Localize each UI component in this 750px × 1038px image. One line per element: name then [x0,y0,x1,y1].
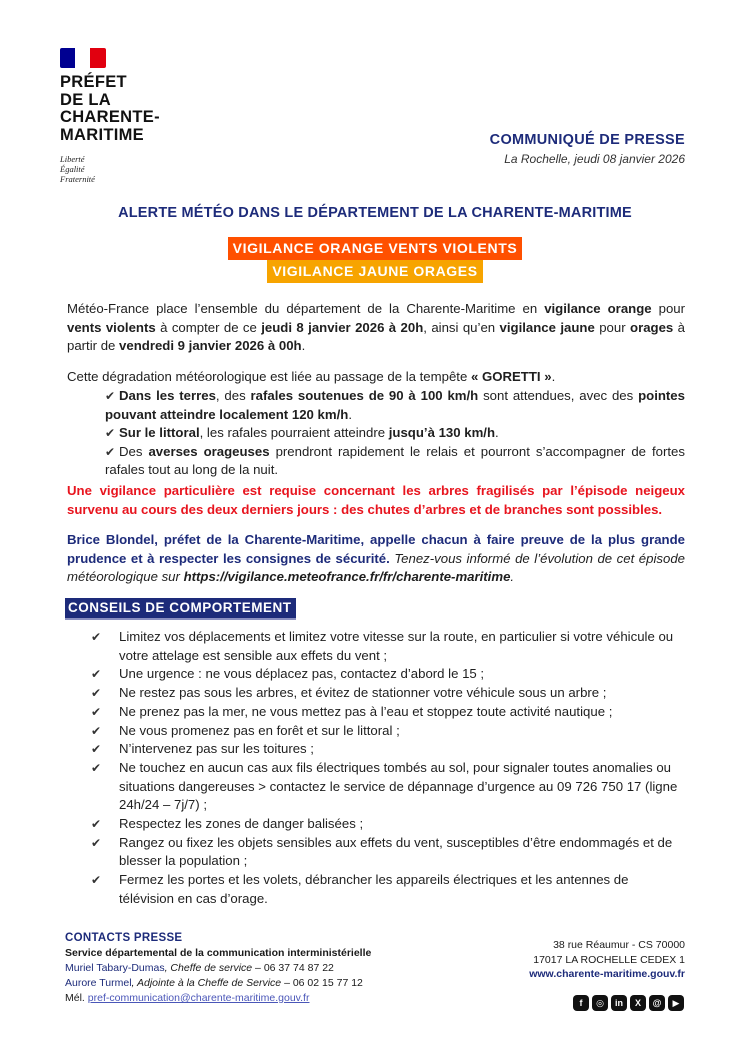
mail-link[interactable]: pref-communication@charente-maritime.gouv.fr [87,992,310,1004]
press-release-header [490,132,685,166]
service-name: Service départemental de la communication interministérielle [65,947,372,959]
list-item: ✔ Fermez les portes et les volets, débrancher les appareils électriques et les antennes de télévision en cas d’orage. [91,872,629,906]
vigilance-orange-banner: VIGILANCE ORANGE VENTS VIOLENTS [0,237,750,260]
list-item: ✔ N’intervenez pas sur les toitures ; [105,740,685,759]
conseils-list [91,628,685,909]
prefecture-logo [60,48,160,184]
contact-1: Muriel Tabary-Dumas, Cheffe de service – 06 37 74 87 22 [65,962,334,974]
check-icon: ✔ [91,817,102,832]
conseils-heading: CONSEILS DE COMPORTEMENT [65,598,296,620]
press-contacts [65,931,371,1006]
facebook-icon[interactable]: f [573,995,589,1011]
threads-icon[interactable]: @ [649,995,665,1011]
release-date: La Rochelle, jeudi 08 janvier 2026 [504,152,685,166]
list-item: ✔ Sur le littoral, les rafales pourraient atteindre jusqu’à 130 km/h. [105,424,685,443]
intro-paragraph: Météo-France place l’ensemble du département de la Charente-Maritime en vigilance orange pour vents violents à compter de ce jeudi 8 janvier 2026 à 20h, ainsi qu’en vigilance jaune pour orages à partir de vendredi 9 janvier 2026 à 00h. [67,301,686,354]
address-block [529,938,685,982]
address-line: 17017 LA ROCHELLE CEDEX 1 [533,953,685,966]
marianne-flag-icon [60,48,106,68]
storm-paragraph: Cette dégradation météorologique est liée au passage de la tempête « GORETTI ». [67,369,556,384]
vigilance-jaune-banner: VIGILANCE JAUNE ORAGES [0,260,750,283]
youtube-icon[interactable]: ▶ [668,995,684,1011]
check-icon: ✔ [91,873,102,888]
website-link[interactable]: www.charente-maritime.gouv.fr [529,968,685,980]
check-icon: ✔ [91,686,102,701]
list-item: ✔ Limitez vos déplacements et limitez votre vitesse sur la route, en particulier si votre véhicule ou votre attelage est sensible aux effets du vent ; [91,629,674,663]
prefect-appeal: Brice Blondel, préfet de la Charente-Maritime, appelle chacun à faire preuve de la plus grande prudence et à respecter les consignes de sécurité. Tenez-vous informé de l’évolution de cet épisode météorologique sur https://vigilance.meteofrance.fr/fr/charente-maritime. [67,532,685,585]
prefecture-name: PRÉFET DE LA CHARENTE- MARITIME [60,73,160,144]
check-icon: ✔ [91,723,102,738]
devise: Liberté Égalité Fraternité [60,154,95,184]
list-item: ✔ Ne restez pas sous les arbres, et évitez de stationner votre véhicule sous un arbre ; [105,684,685,703]
check-icon: ✔ [105,426,116,441]
social-icons [573,995,684,1011]
address-line: 38 rue Réaumur - CS 70000 [553,939,685,951]
list-item: ✔ Dans les terres, des rafales soutenues de 90 à 100 km/h sont attendues, avec des pointes pouvant atteindre localement 120 km/h. [105,388,685,422]
contact-2: Aurore Turmel, Adjointe à la Cheffe de Service – 06 02 15 77 12 [65,977,363,989]
contacts-title: CONTACTS PRESSE [65,932,183,944]
check-icon: ✔ [91,704,102,719]
list-item: ✔ Ne prenez pas la mer, ne vous mettez pas à l’eau et stoppez toute activité nautique ; [105,703,685,722]
check-icon: ✔ [91,760,102,775]
contact-mail: Mél. pref-communication@charente-maritime.gouv.fr [65,992,310,1004]
check-icon: ✔ [91,630,102,644]
linkedin-icon[interactable]: in [611,995,627,1011]
tree-warning: Une vigilance particulière est requise concernant les arbres fragilisés par l’épisode neigeux survenu au cours des deux derniers jours : des chutes d’arbres et de branches sont possibles. [67,483,685,517]
list-item: ✔ Respectez les zones de danger balisées ; [105,815,685,834]
list-item: ✔ Une urgence : ne vous déplacez pas, contactez d’abord le 15 ; [105,665,685,684]
check-icon: ✔ [105,389,116,403]
page-title: ALERTE MÉTÉO DANS LE DÉPARTEMENT DE LA CHARENTE-MARITIME [118,205,632,221]
check-icon: ✔ [91,835,102,850]
check-icon: ✔ [91,667,102,682]
list-item: ✔ Ne vous promenez pas en forêt et sur le littoral ; [105,722,685,741]
vigilance-link[interactable]: https://vigilance.meteofrance.fr/fr/charente-maritime [183,569,511,585]
storm-bullets [105,387,685,480]
list-item: ✔ Des averses orageuses prendront rapidement le relais et pourront s’accompagner de fortes rafales tout au long de la nuit. [105,443,685,478]
list-item: ✔ Ne touchez en aucun cas aux fils électriques tombés au sol, pour signaler toutes anomalies ou situations dangereuses > contactez le service de dépannage d’urgence au 09 726 750 17 (ligne 24h/24 – 7j/7) ; [91,759,678,813]
check-icon: ✔ [105,444,116,459]
list-item: ✔ Rangez ou fixez les objets sensibles aux effets du vent, susceptibles d’être endommagés et de blesser la population ; [91,834,673,869]
instagram-icon[interactable]: ◎ [592,995,608,1011]
x-icon[interactable]: X [630,995,646,1011]
check-icon: ✔ [91,742,102,757]
communique-label: COMMUNIQUÉ DE PRESSE [489,132,685,148]
